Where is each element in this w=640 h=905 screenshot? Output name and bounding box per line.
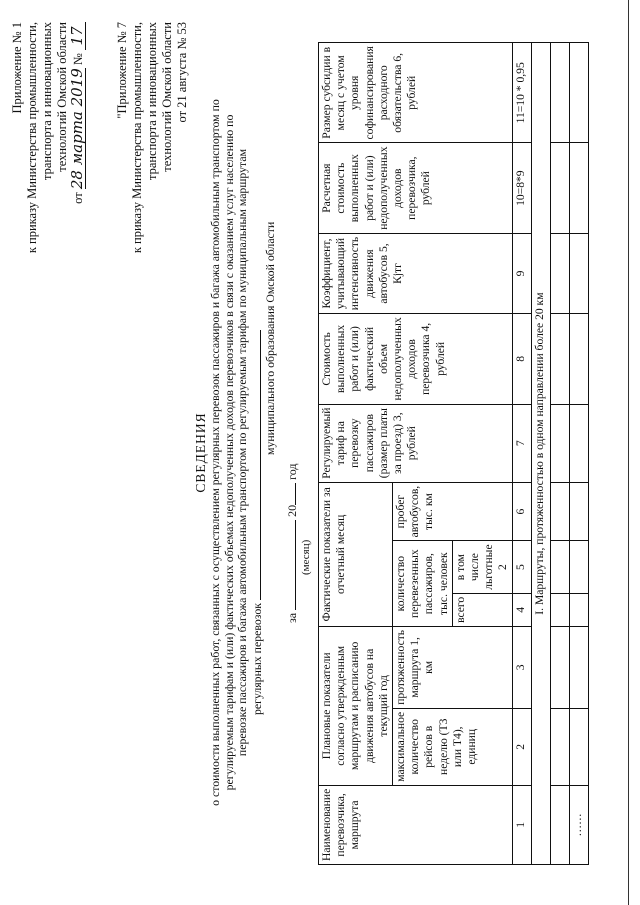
empty-cell	[550, 593, 569, 626]
col-num-10: 10=8*9	[512, 143, 531, 233]
month-hint: (месяц)	[300, 539, 312, 575]
col-num-11: 11=10 * 0,95	[512, 43, 531, 143]
empty-cell	[569, 541, 588, 593]
header-calc: Расчетная стоимость выполненных работ и (или) недополученных доходов перевозчика, рублей	[319, 143, 513, 233]
appendix-7-block	[115, 22, 190, 362]
appendix-1-line2: к приказу Министерства промышленности,	[25, 22, 39, 254]
header-plan-length: протяженность маршрута 1, км	[393, 626, 513, 708]
dots-cell: ……	[569, 785, 588, 864]
appendix-7-line5: от 21 августа № 53	[175, 22, 189, 123]
empty-cell	[550, 541, 569, 593]
year-word: год	[285, 463, 299, 480]
subtitle-line-5: муниципального образования Омской области	[263, 221, 278, 455]
header-plan: Плановые показатели согласно утвержденным маршрутам и расписанию движения автобусов на текущий год	[319, 626, 393, 785]
handwritten-number: 17	[70, 22, 86, 50]
empty-cell	[569, 708, 588, 785]
subtitle-line-1: о стоимости выполненных работ, связанных с осуществлением регулярных перевозок пассажиров и багажа автомобильным транспортом по	[208, 99, 222, 806]
period-line	[285, 464, 300, 623]
column-numbers-row	[512, 43, 531, 865]
empty-cell	[569, 593, 588, 626]
empty-cell	[550, 708, 569, 785]
empty-cell	[550, 482, 569, 541]
empty-cell	[569, 143, 588, 233]
header-coefficient: Коэффициент, учитывающий интенсивность движения автобусов 5, Кjтг	[319, 233, 513, 313]
header-fact-mileage: пробег автобусов, тыс. км	[393, 482, 513, 541]
appendix-7-line2: к приказу Министерства промышленности,	[130, 22, 144, 254]
header-cost: Стоимость выполненных работ и (или) фактический объем недополученных доходов перевозчика 4, рублей	[319, 314, 513, 404]
appendix-7-title: "Приложение № 7	[115, 22, 129, 119]
col-num-5: 5	[512, 541, 531, 593]
empty-data-row	[550, 43, 569, 865]
from-label: от	[71, 192, 85, 204]
year-blank	[285, 483, 296, 505]
appendix-1-line3: транспорта и инновационных	[40, 22, 54, 181]
empty-cell	[550, 626, 569, 708]
empty-cell	[569, 482, 588, 541]
empty-cell	[550, 143, 569, 233]
appendix-1-line4: технологий Омской области	[55, 22, 69, 172]
subtitle-line-2: регулируемым тарифам и (или) фактических объемах недополученных доходов перевозчиков в связи с оказанием услуг населению по	[221, 114, 236, 791]
document-title: СВЕДЕНИЯ	[193, 412, 208, 493]
col-num-3: 3	[512, 626, 531, 708]
header-subsidy: Размер субсидии в месяц с учетом уровня софинансирования расходного обязательства 6, рублей	[319, 43, 513, 143]
blank-fill-line	[250, 330, 261, 600]
col-num-6: 6	[512, 482, 531, 541]
subsidy-table	[318, 42, 589, 865]
empty-cell	[569, 404, 588, 482]
dots-row	[569, 43, 588, 865]
empty-cell	[550, 785, 569, 864]
col-num-8: 8	[512, 314, 531, 404]
empty-cell	[550, 404, 569, 482]
document-subtitle	[209, 40, 278, 865]
number-label: №	[71, 53, 85, 66]
empty-cell	[550, 43, 569, 143]
header-tariff: Регулируемый тариф на перевозку пассажиров (размер платы за проезд) 3, рублей	[319, 404, 513, 482]
col-num-4: 4	[512, 593, 531, 626]
section-row	[531, 43, 550, 865]
header-carrier: Наименование перевозчика, маршрута	[319, 785, 513, 864]
year-prefix: 20	[285, 504, 299, 517]
month-blank	[285, 520, 296, 610]
empty-cell	[569, 314, 588, 404]
header-plan-trips: максимальное количество рейсов в неделю (Т3 или Т4), единиц	[393, 708, 513, 785]
col-num-9: 9	[512, 233, 531, 313]
handwritten-date: 28 марта 2019	[68, 68, 86, 190]
appendix-1-block	[10, 22, 86, 362]
appendix-1-title: Приложение № 1	[10, 22, 24, 114]
header-fact-total: всего	[452, 593, 512, 626]
scan-edge-line	[628, 0, 629, 905]
appendix-7-line4: технологий Омской области	[160, 22, 174, 172]
empty-cell	[550, 314, 569, 404]
col-num-1: 1	[512, 785, 531, 864]
empty-cell	[569, 626, 588, 708]
empty-cell	[569, 233, 588, 313]
subtitle-line-4: регулярных перевозок	[250, 40, 265, 865]
subtitle-line-3: перевозке пассажиров и багажа автомобильным транспортом по регулируемым тарифам по муниципальным маршрутам	[235, 148, 250, 757]
col-num-2: 2	[512, 708, 531, 785]
empty-cell	[569, 43, 588, 143]
header-fact-privileged: в том числе льготные 2	[452, 541, 512, 593]
appendix-1-date-line	[70, 22, 86, 362]
empty-cell	[550, 233, 569, 313]
header-fact: Фактические показатели за отчетный месяц	[319, 482, 393, 626]
period-za-label: за	[285, 612, 299, 623]
section-1-label: I. Маршруты, протяженностью в одном направлении более 20 км	[531, 43, 550, 865]
appendix-7-line3: транспорта и инновационных	[145, 22, 159, 181]
header-fact-passengers: количество перевезенных пассажиров, тыс. человек	[393, 541, 453, 627]
col-num-7: 7	[512, 404, 531, 482]
